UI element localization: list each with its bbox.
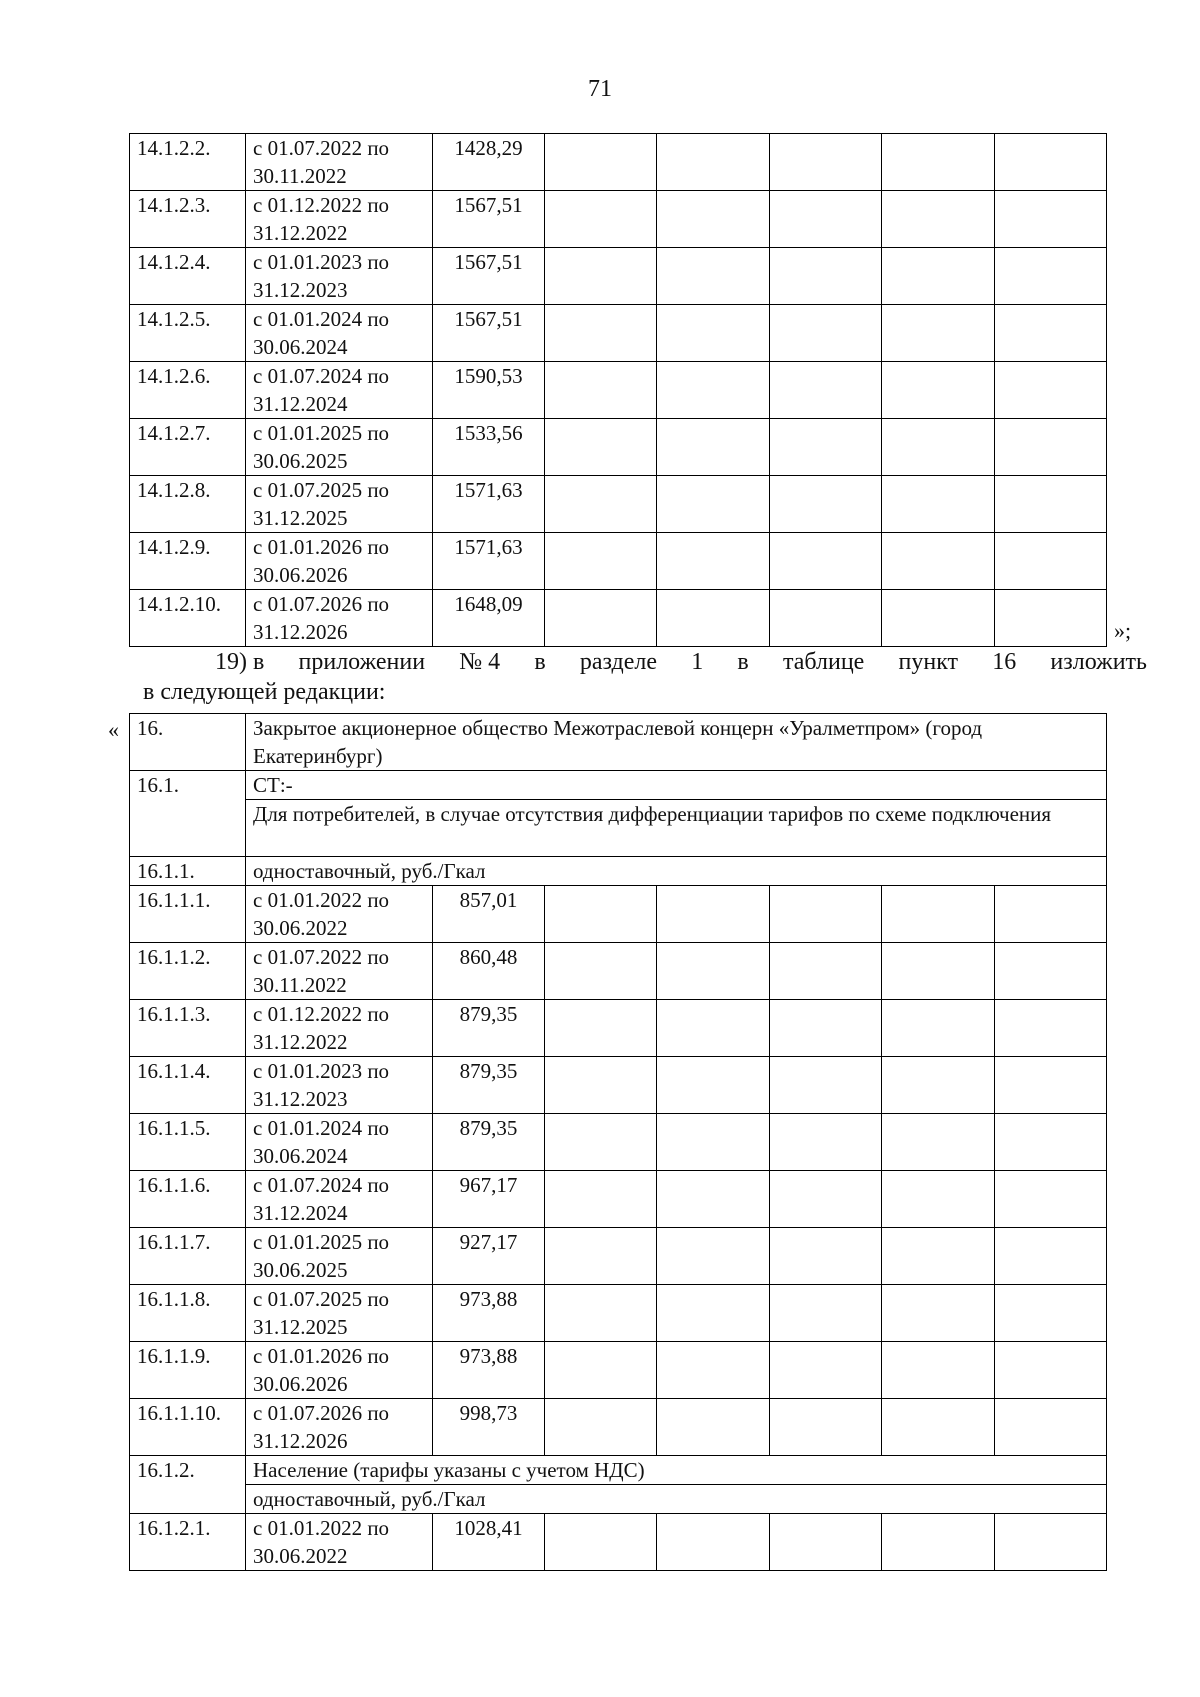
period-cell: с 01.07.2025 по 31.12.2025 (246, 476, 433, 533)
tariff-value-cell: 1567,51 (433, 305, 545, 362)
amendment-paragraph (143, 647, 1147, 707)
empty-cell (995, 1171, 1107, 1228)
item-number: 16.1. (130, 771, 246, 857)
empty-cell (657, 1399, 770, 1456)
period-cell: с 01.07.2022 по 30.11.2022 (246, 134, 433, 191)
paragraph-line-2: в следующей редакции: (143, 679, 386, 705)
empty-cell (995, 362, 1107, 419)
empty-cell (657, 1228, 770, 1285)
tariff-value-cell: 860,48 (433, 943, 545, 1000)
empty-cell (882, 943, 995, 1000)
empty-cell (545, 1000, 657, 1057)
table-row (130, 1456, 1107, 1485)
row-number: 14.1.2.9. (130, 533, 246, 590)
empty-cell (995, 1114, 1107, 1171)
table-row (130, 476, 1107, 533)
tariff-value-cell: 879,35 (433, 1114, 545, 1171)
row-number: 14.1.2.10. (130, 590, 246, 647)
table-row (130, 362, 1107, 419)
tariff-table-continued (129, 133, 1107, 647)
empty-cell (882, 1399, 995, 1456)
empty-cell (545, 1342, 657, 1399)
empty-cell (545, 533, 657, 590)
row-number: 16.1.1.1. (130, 886, 246, 943)
empty-cell (770, 362, 882, 419)
period-cell: с 01.07.2022 по 30.11.2022 (246, 943, 433, 1000)
row-number: 14.1.2.3. (130, 191, 246, 248)
table-row (130, 1171, 1107, 1228)
row-number: 16.1.1.2. (130, 943, 246, 1000)
tariff-value-cell: 1567,51 (433, 191, 545, 248)
empty-cell (770, 1342, 882, 1399)
tariff-table-item-16 (129, 713, 1107, 1571)
consumer-category: Население (тарифы указаны с учетом НДС) (246, 1456, 1107, 1485)
empty-cell (882, 1171, 995, 1228)
table-row (130, 1000, 1107, 1057)
table-row (130, 800, 1107, 857)
paragraph-word: 19) в (215, 649, 265, 675)
period-cell: с 01.01.2023 по 31.12.2023 (246, 248, 433, 305)
empty-cell (882, 1342, 995, 1399)
empty-cell (657, 1342, 770, 1399)
empty-cell (657, 886, 770, 943)
table-row (130, 1057, 1107, 1114)
empty-cell (882, 1514, 995, 1571)
empty-cell (545, 943, 657, 1000)
row-number: 14.1.2.2. (130, 134, 246, 191)
tariff-value-cell: 967,17 (433, 1171, 545, 1228)
tariff-value-cell: 1571,63 (433, 476, 545, 533)
row-number: 16.1.2.1. (130, 1514, 246, 1571)
empty-cell (882, 1057, 995, 1114)
table-row (130, 419, 1107, 476)
empty-cell (995, 1342, 1107, 1399)
empty-cell (770, 1285, 882, 1342)
empty-cell (657, 305, 770, 362)
empty-cell (995, 590, 1107, 647)
empty-cell (882, 362, 995, 419)
table-row (130, 1114, 1107, 1171)
empty-cell (545, 305, 657, 362)
empty-cell (657, 362, 770, 419)
table-row (130, 1285, 1107, 1342)
tariff-value-cell: 857,01 (433, 886, 545, 943)
empty-cell (882, 1114, 995, 1171)
paragraph-word: изложить (1050, 649, 1147, 675)
empty-cell (995, 134, 1107, 191)
paragraph-word: таблице (782, 649, 865, 675)
opening-quote-mark: « (108, 717, 119, 742)
empty-cell (882, 134, 995, 191)
row-number: 16.1.1.10. (130, 1399, 246, 1456)
empty-cell (657, 943, 770, 1000)
row-number: 14.1.2.4. (130, 248, 246, 305)
empty-cell (657, 590, 770, 647)
table-row (130, 305, 1107, 362)
empty-cell (770, 533, 882, 590)
period-cell: с 01.07.2025 по 31.12.2025 (246, 1285, 433, 1342)
tariff-type: одноставочный, руб./Гкал (246, 1485, 1107, 1514)
empty-cell (657, 248, 770, 305)
period-cell: с 01.12.2022 по 31.12.2022 (246, 191, 433, 248)
paragraph-word: № 4 (459, 649, 501, 675)
empty-cell (770, 248, 882, 305)
empty-cell (882, 191, 995, 248)
table-row (130, 248, 1107, 305)
tariff-value-cell: 1648,09 (433, 590, 545, 647)
empty-cell (995, 886, 1107, 943)
empty-cell (545, 590, 657, 647)
empty-cell (995, 419, 1107, 476)
empty-cell (995, 248, 1107, 305)
tariff-value-cell: 1533,56 (433, 419, 545, 476)
period-cell: с 01.01.2025 по 30.06.2025 (246, 419, 433, 476)
consumer-category: Для потребителей, в случае отсутствия дифференциации тарифов по схеме подключения (246, 800, 1107, 857)
page-number: 71 (588, 76, 612, 102)
empty-cell (545, 248, 657, 305)
tariff-value-cell: 879,35 (433, 1000, 545, 1057)
empty-cell (770, 1114, 882, 1171)
empty-cell (770, 1399, 882, 1456)
period-cell: с 01.07.2026 по 31.12.2026 (246, 590, 433, 647)
tariff-value-cell: 1590,53 (433, 362, 545, 419)
paragraph-word: 1 (691, 649, 704, 675)
empty-cell (882, 1000, 995, 1057)
period-cell: с 01.01.2025 по 30.06.2025 (246, 1228, 433, 1285)
paragraph-line-1 (143, 647, 1147, 677)
period-cell: с 01.01.2023 по 31.12.2023 (246, 1057, 433, 1114)
empty-cell (995, 1514, 1107, 1571)
empty-cell (995, 305, 1107, 362)
tariff-value-cell: 879,35 (433, 1057, 545, 1114)
table-row (130, 1228, 1107, 1285)
period-cell: с 01.12.2022 по 31.12.2022 (246, 1000, 433, 1057)
empty-cell (770, 1228, 882, 1285)
empty-cell (657, 476, 770, 533)
empty-cell (545, 1171, 657, 1228)
empty-cell (882, 886, 995, 943)
empty-cell (995, 1000, 1107, 1057)
tariff-value-cell: 973,88 (433, 1285, 545, 1342)
empty-cell (545, 1228, 657, 1285)
tariff-type: одноставочный, руб./Гкал (246, 857, 1107, 886)
empty-cell (770, 886, 882, 943)
period-cell: с 01.01.2024 по 30.06.2024 (246, 305, 433, 362)
row-number: 14.1.2.8. (130, 476, 246, 533)
empty-cell (657, 1514, 770, 1571)
item-number: 16.1.2. (130, 1456, 246, 1514)
tariff-value-cell: 973,88 (433, 1342, 545, 1399)
table-row (130, 590, 1107, 647)
period-cell: с 01.07.2024 по 31.12.2024 (246, 362, 433, 419)
row-number: 14.1.2.5. (130, 305, 246, 362)
row-number: 16.1.1.9. (130, 1342, 246, 1399)
empty-cell (545, 1114, 657, 1171)
tariff-value-cell: 1028,41 (433, 1514, 545, 1571)
empty-cell (770, 476, 882, 533)
paragraph-word: в (534, 649, 546, 675)
empty-cell (770, 943, 882, 1000)
empty-cell (995, 1057, 1107, 1114)
row-number: 16.1.1.5. (130, 1114, 246, 1171)
table-row (130, 1514, 1107, 1571)
empty-cell (545, 1514, 657, 1571)
row-number: 16.1.1.7. (130, 1228, 246, 1285)
period-cell: с 01.07.2026 по 31.12.2026 (246, 1399, 433, 1456)
period-cell: с 01.01.2022 по 30.06.2022 (246, 1514, 433, 1571)
item-number: 16. (130, 714, 246, 771)
empty-cell (882, 1228, 995, 1285)
empty-cell (657, 533, 770, 590)
empty-cell (882, 590, 995, 647)
paragraph-word: пункт (898, 649, 959, 675)
empty-cell (770, 305, 882, 362)
row-number: 16.1.1.6. (130, 1171, 246, 1228)
empty-cell (770, 1171, 882, 1228)
row-number: 16.1.1.4. (130, 1057, 246, 1114)
item-number: 16.1.1. (130, 857, 246, 886)
tariff-value-cell: 1571,63 (433, 533, 545, 590)
table-row (130, 1399, 1107, 1456)
empty-cell (545, 191, 657, 248)
period-cell: с 01.01.2026 по 30.06.2026 (246, 1342, 433, 1399)
row-number: 16.1.1.8. (130, 1285, 246, 1342)
row-number: 16.1.1.3. (130, 1000, 246, 1057)
paragraph-word: в (737, 649, 749, 675)
paragraph-word: приложении (298, 649, 426, 675)
empty-cell (545, 1399, 657, 1456)
table-row (130, 714, 1107, 771)
empty-cell (882, 305, 995, 362)
empty-cell (995, 533, 1107, 590)
section-label: СТ:- (246, 771, 1107, 800)
empty-cell (657, 1114, 770, 1171)
empty-cell (995, 1228, 1107, 1285)
empty-cell (545, 134, 657, 191)
empty-cell (545, 419, 657, 476)
tariff-value-cell: 998,73 (433, 1399, 545, 1456)
organization-name: Закрытое акционерное общество Межотраслевой концерн «Уралметпром» (город Екатеринбург) (246, 714, 1107, 771)
empty-cell (657, 134, 770, 191)
period-cell: с 01.07.2024 по 31.12.2024 (246, 1171, 433, 1228)
empty-cell (770, 134, 882, 191)
closing-quote-mark: »; (1114, 618, 1132, 643)
paragraph-word: 16 (992, 649, 1017, 675)
empty-cell (545, 1057, 657, 1114)
empty-cell (995, 191, 1107, 248)
empty-cell (882, 1285, 995, 1342)
empty-cell (882, 248, 995, 305)
empty-cell (770, 1000, 882, 1057)
empty-cell (657, 1171, 770, 1228)
period-cell: с 01.01.2022 по 30.06.2022 (246, 886, 433, 943)
empty-cell (770, 1514, 882, 1571)
empty-cell (657, 191, 770, 248)
table-row (130, 771, 1107, 800)
row-number: 14.1.2.6. (130, 362, 246, 419)
empty-cell (995, 1285, 1107, 1342)
empty-cell (545, 886, 657, 943)
table-row (130, 191, 1107, 248)
empty-cell (657, 1285, 770, 1342)
tariff-value-cell: 1567,51 (433, 248, 545, 305)
empty-cell (545, 476, 657, 533)
empty-cell (657, 1000, 770, 1057)
empty-cell (995, 1399, 1107, 1456)
table-row (130, 533, 1107, 590)
empty-cell (995, 476, 1107, 533)
table-row (130, 134, 1107, 191)
table-row (130, 857, 1107, 886)
tariff-value-cell: 927,17 (433, 1228, 545, 1285)
period-cell: с 01.01.2026 по 30.06.2026 (246, 533, 433, 590)
table-row (130, 886, 1107, 943)
empty-cell (657, 419, 770, 476)
period-cell: с 01.01.2024 по 30.06.2024 (246, 1114, 433, 1171)
empty-cell (995, 943, 1107, 1000)
paragraph-word: разделе (579, 649, 658, 675)
table-row (130, 1342, 1107, 1399)
table-row (130, 1485, 1107, 1514)
empty-cell (882, 476, 995, 533)
empty-cell (882, 419, 995, 476)
empty-cell (770, 191, 882, 248)
table-row (130, 943, 1107, 1000)
empty-cell (882, 533, 995, 590)
empty-cell (770, 1057, 882, 1114)
tariff-value-cell: 1428,29 (433, 134, 545, 191)
empty-cell (770, 590, 882, 647)
empty-cell (545, 1285, 657, 1342)
empty-cell (657, 1057, 770, 1114)
empty-cell (770, 419, 882, 476)
empty-cell (545, 362, 657, 419)
row-number: 14.1.2.7. (130, 419, 246, 476)
